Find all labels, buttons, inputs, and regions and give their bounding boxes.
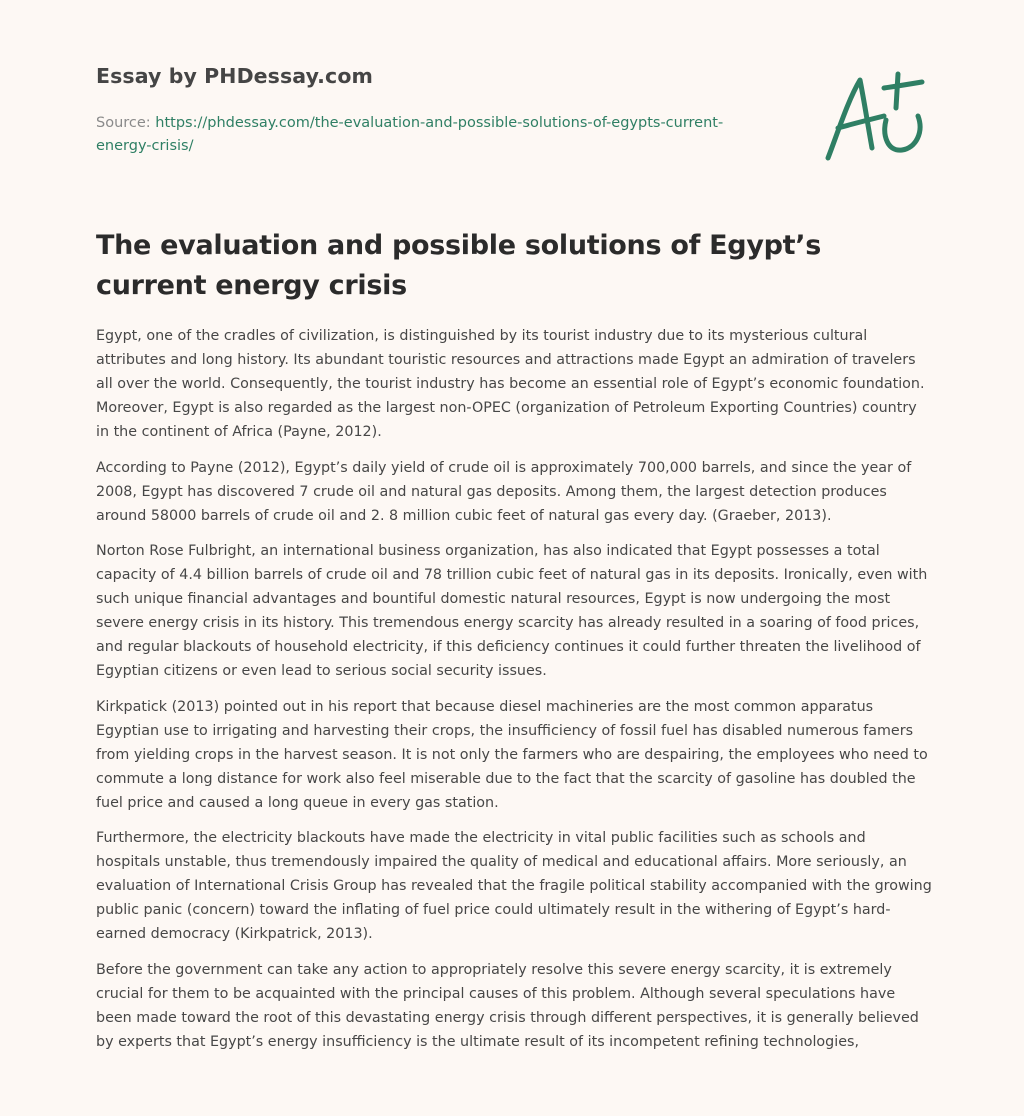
essay-title: The evaluation and possible solutions of Egypt’s current energy crisis [96,230,821,301]
site-brand: Essay by PHDessay.com [96,64,373,88]
essay-paragraph-6: Before the government can take any action to appropriately resolve this severe energy scarcity, it is extremely crucial for them to be acquainted with the principal causes of this problem. Although several speculations have been made toward the root of this devastating energy crisis through different perspectives, it is generally believed by experts that Egypt’s energy insufficiency is the ultimate result of its incompetent refining technologies, [96,961,919,1050]
essay-paragraph-3: Norton Rose Fulbright, an international business organization, has also indicated that Egypt possesses a total capacity of 4.4 billion barrels of crude oil and 78 trillion cubic feet of natural gas in its deposits. Ironically, even with such unique financial advantages and bountiful domestic natural resources, Egypt is now undergoing the most severe energy crisis in its history. This tremendous energy scarcity has already resulted in a soaring of food prices, and regular blackouts of household electricity, if this deficiency continues it could further threaten the livelihood of Egyptian citizens or even lead to serious social security issues. [96,543,928,679]
essay-paragraph-5: Furthermore, the electricity blackouts have made the electricity in vital public facilities such as schools and hospitals unstable, thus tremendously impaired the quality of medical and educational affairs. More seriously, an evaluation of International Crisis Group has revealed that the fragile political stability accompanied with the growing public panic (concern) toward the inflating of fuel price could ultimately result in the withering of Egypt’s hard-earned democracy (Kirkpatrick, 2013). [96,830,932,942]
essay-paragraph-1: Egypt, one of the cradles of civilization, is distinguished by its tourist industry due to its mysterious cultural attributes and long history. Its abundant touristic resources and attractions made Egypt an admiration of travelers all over the world. Consequently, the tourist industry has become an essential role of Egypt’s economic foundation. Moreover, Egypt is also regarded as the largest non-OPEC (organization of Petroleum Exporting Countries) country in the continent of Africa (Payne, 2012). [96,328,925,440]
essay-paragraph-2: According to Payne (2012), Egypt’s daily yield of crude oil is approximately 700,000 barrels, and since the year of 2008, Egypt has discovered 7 crude oil and natural gas deposits. Among them, the largest detection produces around 58000 barrels of crude oil and 2. 8 million cubic feet of natural gas every day. (Graeber, 2013). [96,459,912,524]
essay-paragraph-4: Kirkpatick (2013) pointed out in his report that because diesel machineries are the most common apparatus Egyptian use to irrigating and harvesting their crops, the insufficiency of fossil fuel has disabled numerous famers from yielding crops in the harvest season. It is not only the farmers who are despairing, the employees who need to commute a long distance for work also feel miserable due to the fact that the scarcity of gasoline has doubled the fuel price and caused a long queue in every gas station. [96,698,928,811]
source-link[interactable]: https://phdessay.com/the-evaluation-and-possible-solutions-of-egypts-current-energy-crisis/ [96,115,724,154]
a-plus-grade-icon [824,70,928,162]
source-line [96,112,776,158]
source-label: Source: [96,115,156,131]
essay-body [96,324,932,1065]
